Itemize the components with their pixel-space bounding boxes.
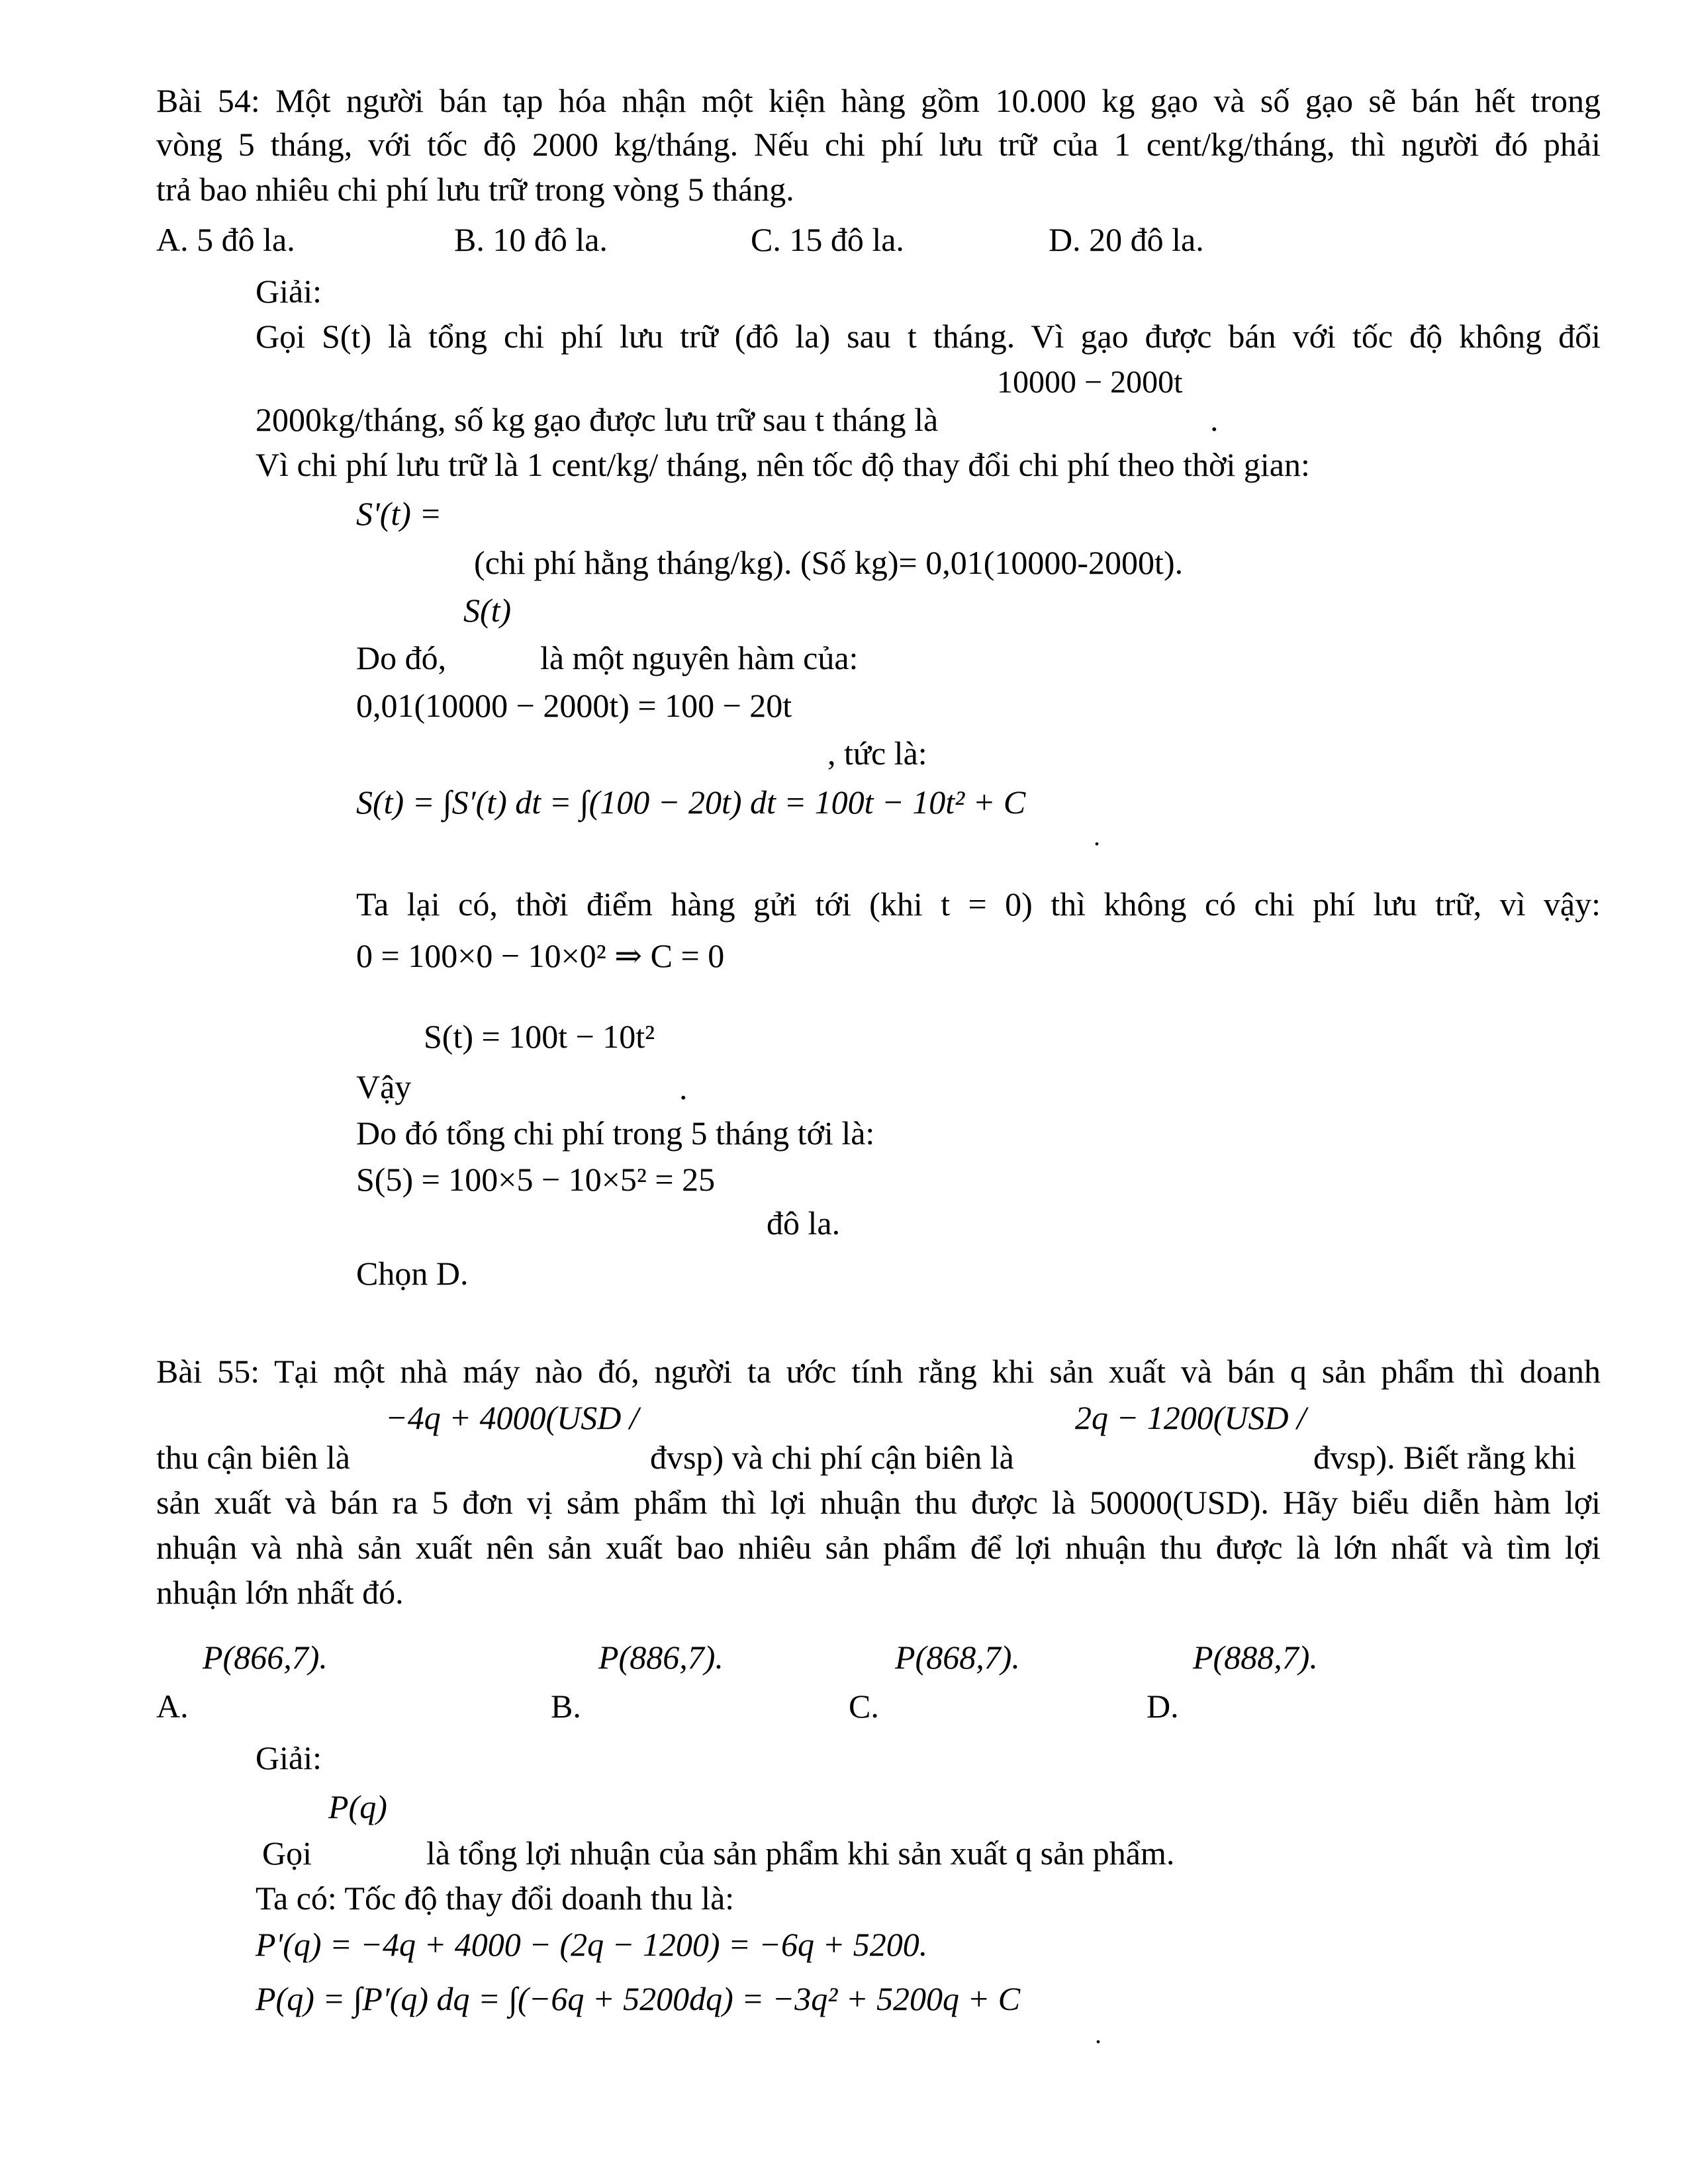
bai54-solution-line-1: Gọi S(t) là tổng chi phí lưu trữ (đô la) sau t tháng. Vì gạo được bán với tốc độ không đổi <box>256 318 1601 355</box>
formula-constant-c: 0 = 100×0 − 10×0² ⇒ C = 0 <box>356 937 725 974</box>
bai54-dot-1: . <box>1210 401 1219 438</box>
bai54-tuc-la: , tức là: <box>827 735 927 772</box>
formula-s-result: S(t) = 100t − 10t² <box>424 1018 655 1055</box>
bai54-answer: Chọn D. <box>356 1255 469 1292</box>
formula-p-prime: P'(q) = −4q + 4000 − (2q − 1200) = −6q + 5200. <box>256 1926 928 1963</box>
bai55-option-b-formula: P(886,7). <box>598 1639 724 1676</box>
bai55-option-c-formula: P(868,7). <box>895 1639 1020 1676</box>
bai55-goi: Gọi <box>262 1835 312 1872</box>
bai54-dot-2: . <box>1094 821 1100 851</box>
bai55-solution-heading: Giải: <box>256 1739 322 1776</box>
bai55-option-b-letter: B. <box>551 1688 581 1725</box>
bai55-option-d-letter: D. <box>1147 1688 1179 1725</box>
bai55-solution-line-2: Ta có: Tốc độ thay đổi doanh thu là: <box>256 1880 735 1917</box>
bai55-line-3: sản xuất và bán ra 5 đơn vị sảm phẩm thì lợi nhuận thu được là 50000(USD). Hãy biểu diễn hàm lợi <box>156 1484 1601 1521</box>
bai55-line-2-part-3: đvsp). Biết rằng khi <box>1313 1439 1577 1476</box>
bai54-do-do: Do đó, <box>356 639 447 676</box>
bai54-solution-line-2: 2000kg/tháng, số kg gạo được lưu trữ sau t tháng là <box>256 401 939 438</box>
formula-p-q: P(q) <box>328 1788 387 1825</box>
formula-integral-s: S(t) = ∫S′(t) dt = ∫(100 − 20t) dt = 100t − 10t² + C <box>356 784 1026 821</box>
bai54-line-2: vòng 5 tháng, với tốc độ 2000 kg/tháng. Nếu chi phí lưu trữ của 1 cent/kg/tháng, thì người đó phải <box>156 126 1601 163</box>
bai54-solution-heading: Giải: <box>256 273 322 310</box>
bai55-solution-line-1: là tổng lợi nhuận của sản phẩm khi sản xuất q sản phẩm. <box>426 1835 1175 1872</box>
formula-integral-p: P(q) = ∫P′(q) dq = ∫(−6q + 5200dq) = −3q² + 5200q + C <box>256 1980 1021 2017</box>
bai54-option-b: B. 10 đô la. <box>454 221 608 258</box>
formula-total-cost: S(5) = 100×5 − 10×5² = 25 <box>356 1161 716 1198</box>
formula-marginal-cost: 2q − 1200(USD / <box>1075 1399 1306 1436</box>
formula-marginal-revenue: −4q + 4000(USD / <box>385 1399 639 1436</box>
bai54-solution-line-4: (chi phí hằng tháng/kg). (Số kg)= 0,01(10000-2000t). <box>474 544 1184 581</box>
bai54-solution-line-3: Vì chi phí lưu trữ là 1 cent/kg/ tháng, nên tốc độ thay đổi chi phí theo thời gian: <box>256 446 1310 483</box>
bai54-do-la: đô la. <box>767 1205 841 1242</box>
bai54-option-a: A. 5 đô la. <box>156 221 295 258</box>
bai54-option-c: C. 15 đô la. <box>751 221 904 258</box>
bai54-line-1: Bài 54: Một người bán tạp hóa nhận một kiện hàng gồm 10.000 kg gạo và số gạo sẽ bán hết trong <box>156 82 1601 119</box>
bai55-line-5: nhuận lớn nhất đó. <box>156 1574 404 1611</box>
bai54-solution-line-6: Do đó tổng chi phí trong 5 tháng tới là: <box>356 1115 875 1152</box>
bai54-solution-line-5: Ta lại có, thời điểm hàng gửi tới (khi t = 0) thì không có chi phí lưu trữ, vì vậy: <box>356 886 1601 923</box>
formula-s-prime: S'(t) = <box>356 495 442 532</box>
bai54-dot-3: . <box>679 1069 688 1107</box>
bai55-line-2-part-2: đvsp) và chi phí cận biên là <box>650 1439 1014 1476</box>
formula-s-t: S(t) <box>463 592 512 629</box>
bai55-option-d-formula: P(888,7). <box>1193 1639 1318 1676</box>
bai55-line-2-part-1: thu cận biên là <box>156 1439 350 1476</box>
bai55-option-a-formula: P(866,7). <box>203 1639 328 1676</box>
formula-stored-rice: 10000 − 2000t <box>997 365 1183 400</box>
bai54-antiderivative-text: là một nguyên hàm của: <box>540 639 859 676</box>
bai54-vay: Vậy <box>356 1068 412 1105</box>
bai54-line-3: trả bao nhiêu chi phí lưu trữ trong vòng 5 tháng. <box>156 171 794 208</box>
bai55-line-1: Bài 55: Tại một nhà máy nào đó, người ta ước tính rằng khi sản xuất và bán q sản phẩm thì doanh <box>156 1353 1601 1390</box>
bai55-option-a-letter: A. <box>156 1688 189 1725</box>
bai55-option-c-letter: C. <box>849 1688 879 1725</box>
bai55-line-4: nhuận và nhà sản xuất nên sản xuất bao nhiêu sản phẩm để lợi nhuận thu được là lớn nhất và tìm lợi <box>156 1529 1601 1566</box>
bai54-option-d: D. 20 đô la. <box>1049 221 1204 258</box>
formula-rate-expression: 0,01(10000 − 2000t) = 100 − 20t <box>356 687 792 724</box>
bai55-dot: . <box>1095 2019 1102 2049</box>
